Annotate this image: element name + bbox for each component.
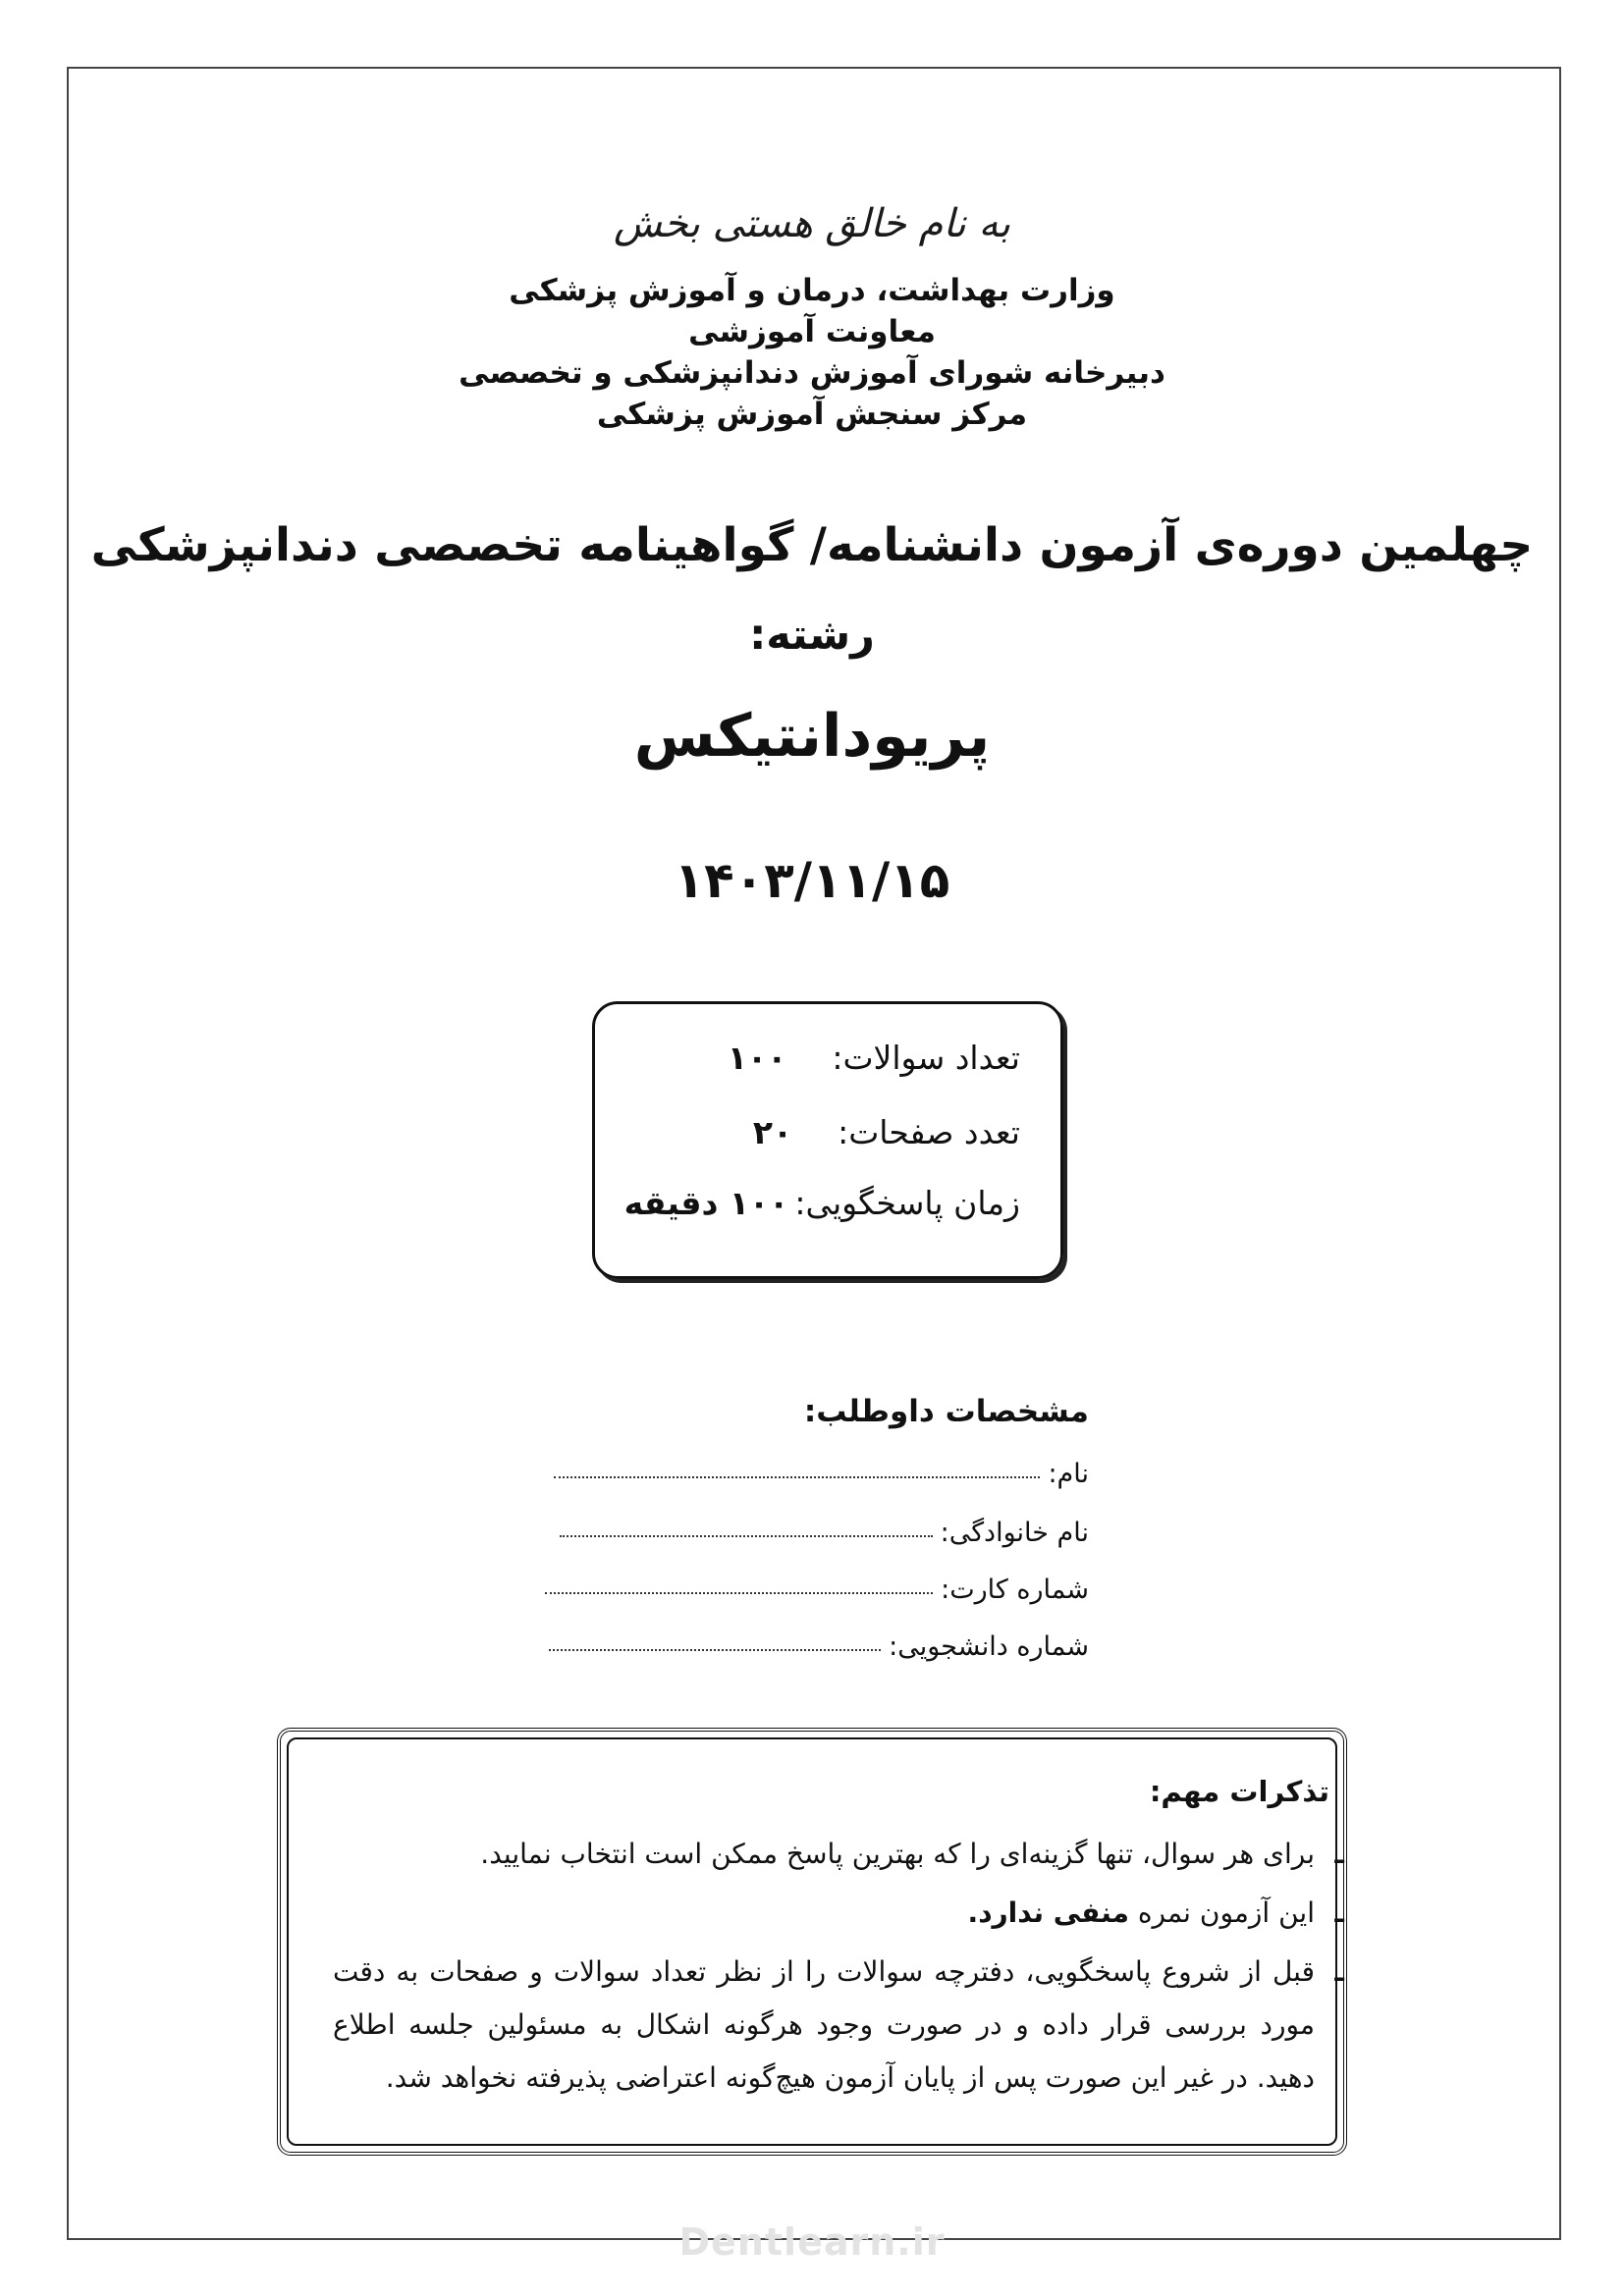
field-label: رشته:: [749, 611, 875, 660]
note-item: [333, 1887, 1344, 1940]
candidate-student-field[interactable]: [549, 1631, 1089, 1662]
note-text-suffix: .: [967, 1896, 979, 1929]
candidate-card-label: شماره کارت:: [941, 1575, 1089, 1605]
note-item: [333, 1828, 1344, 1881]
note-bullet: ـ: [1334, 1838, 1344, 1870]
assessment-center-name: مرکز سنجش آموزش پزشکی: [596, 397, 1028, 432]
candidate-card-line[interactable]: [545, 1575, 933, 1594]
pages-count-value: ۲۰: [752, 1113, 793, 1151]
pages-count-label: تعدد صفحات:: [838, 1113, 1020, 1151]
note-text-prefix: این آزمون نمره: [1137, 1896, 1315, 1929]
basmala-calligraphy: به نام خالق هستی بخش: [613, 201, 1011, 246]
candidate-name-label: نام:: [1048, 1459, 1089, 1489]
questions-count-value: ۱۰۰: [727, 1039, 787, 1077]
candidate-name-line[interactable]: [554, 1459, 1040, 1478]
answer-time-label: زمان پاسخگویی:: [794, 1184, 1020, 1222]
secretariat-name: دبیرخانه شورای آموزش دندانپزشکی و تخصصی: [459, 355, 1165, 391]
questions-count-row: [728, 1039, 1020, 1077]
note-text-emphasis: منفی ندارد: [978, 1896, 1129, 1929]
note-text: قبل از شروع پاسخگویی، دفترچه سوالات را از نظر تعداد سوالات و صفحات به دقت مورد بررسی قرار داده و در صورت وجود هرگونه اشکال به مسئولین جلسه اطلاع دهید. در غیر این صورت پس از پایان آزمون هیچ‌گونه اعتراضی پذیرفته نخواهد شد.: [333, 1955, 1315, 2094]
note-bullet: ـ: [1334, 1955, 1344, 1988]
note-item: [333, 1946, 1344, 2105]
candidate-family-label: نام خانوادگی:: [940, 1518, 1089, 1548]
exam-date: ۱۴۰۳/۱۱/۱۵: [674, 852, 950, 909]
deputy-name: معاونت آموزشی: [688, 314, 936, 349]
answer-time-value: ۱۰۰ دقیقه: [623, 1184, 789, 1222]
ministry-name: وزارت بهداشت، درمان و آموزش پزشکی: [509, 273, 1115, 308]
candidate-family-line[interactable]: [560, 1518, 933, 1537]
candidate-section-title: مشخصات داوطلب:: [803, 1394, 1089, 1429]
watermark: Dentlearn.ir: [678, 2220, 946, 2264]
exam-title: چهلمین دوره‌ی آزمون دانشنامه/ گواهینامه تخصصی دندانپزشکی: [90, 518, 1534, 572]
note-text: برای هر سوال، تنها گزینه‌ای را که بهترین پاسخ ممکن است انتخاب نمایید.: [480, 1838, 1315, 1870]
candidate-family-field[interactable]: [560, 1518, 1089, 1548]
candidate-student-line[interactable]: [549, 1631, 881, 1651]
candidate-student-label: شماره دانشجویی:: [889, 1631, 1089, 1662]
candidate-card-field[interactable]: [545, 1575, 1089, 1605]
pages-count-row: [753, 1113, 1020, 1151]
candidate-name-field[interactable]: [554, 1459, 1089, 1489]
answer-time-row: [624, 1184, 1020, 1222]
note-bullet: ـ: [1334, 1896, 1344, 1929]
notes-title: تذکرات مهم:: [1149, 1775, 1329, 1808]
field-name: پریودانتیکس: [633, 702, 991, 771]
questions-count-label: تعداد سوالات:: [832, 1039, 1020, 1077]
